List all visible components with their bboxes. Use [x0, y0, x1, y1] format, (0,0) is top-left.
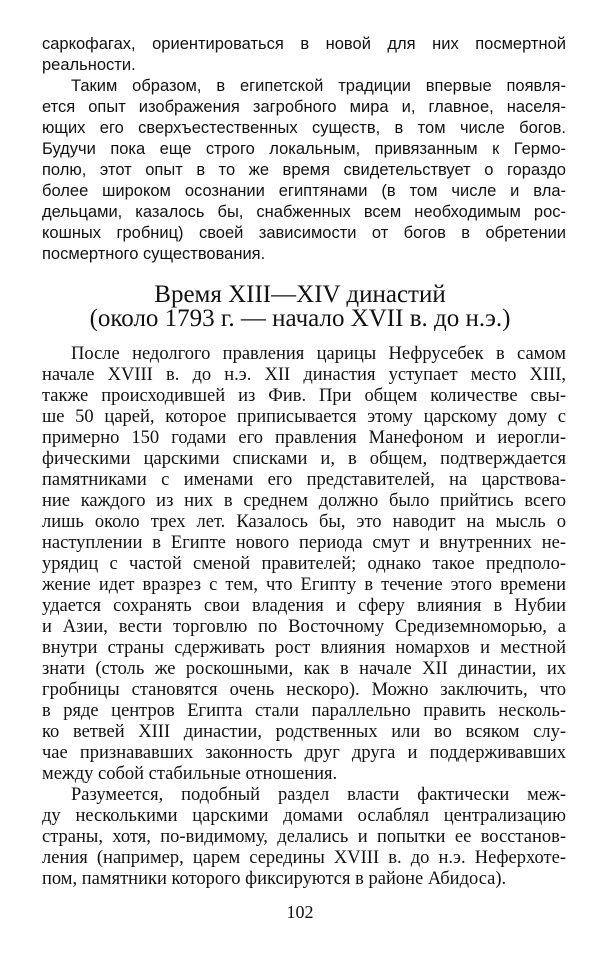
- text-line: кошных гробниц) своей зависимости от богов в обретении: [42, 224, 566, 242]
- section-heading: [0, 283, 600, 331]
- text-line: примерно 150 годами его правления Манефоном и иерогли-: [42, 428, 566, 448]
- heading-line-2: (около 1793 г. — начало XVII в. до н.э.): [89, 305, 511, 332]
- text-line: более широком осознании египтянами (в том числе и вла-: [42, 182, 566, 200]
- paragraph: [42, 76, 566, 265]
- text-line: начале XVIII в. до н.э. XII династия уступает место XIII,: [42, 365, 566, 385]
- paragraph: [42, 344, 566, 785]
- text-line: ние каждого из них в среднем должно было прийтись всего: [42, 491, 566, 511]
- text-line: знати (столь же роскошными, как в начале XII династии, их: [42, 659, 566, 679]
- text-line: гробницы становятся очень нескоро). Можно заключить, что: [42, 680, 566, 700]
- text-line: ко ветвей XIII династии, родственных или во всяком слу-: [42, 722, 566, 742]
- text-line: полю, этот опыт в то же время свидетельствует о гораздо: [42, 161, 566, 179]
- text-line: Разумеется, подобный раздел власти фактически меж-: [71, 785, 566, 805]
- text-line: дельцами, казалось бы, снабженных всем необходимым рос-: [42, 203, 566, 221]
- text-line: ющих его сверхъестественных существ, в том числе богов.: [42, 119, 566, 137]
- text-line: памятниками с именами его представителей, на царствова-: [42, 470, 566, 490]
- text-line: пом, памятники которого фиксируются в районе Абидоса).: [42, 869, 507, 889]
- text-line: наступлении в Египте нового периода смут и внутренних не-: [42, 533, 566, 553]
- page-number: 102: [286, 902, 314, 922]
- paragraph: [42, 785, 566, 890]
- text-line: урядиц с частой сменой правителей; однако такое предполо-: [42, 554, 566, 574]
- text-line: После недолгого правления царицы Нефрусебек в самом: [71, 344, 566, 364]
- text-line: чае признававших законность друг друга и поддерживавших: [42, 743, 566, 763]
- text-line: саркофагах, ориентироваться в новой для них посмертной: [42, 35, 566, 53]
- top-section: [42, 34, 566, 265]
- text-line: ления (например, царем середины XVIII в. до н.э. Неферхоте-: [42, 848, 566, 868]
- text-line: в ряде центров Египта стали параллельно править несколь-: [42, 701, 566, 721]
- text-line: ше 50 царей, которое приписывается этому царскому дому с: [42, 407, 566, 427]
- text-line: Будучи пока еще строго локальным, привязанным к Гермо-: [42, 140, 566, 158]
- text-line: внутри страны сдерживать рост влияния номархов и местной: [42, 638, 566, 658]
- text-line: страны, хотя, по-видимому, делались и попытки ее восстанов-: [42, 827, 566, 847]
- heading-line-1: Время XIII—XIV династий: [154, 281, 446, 308]
- body-section: [42, 344, 566, 890]
- text-line: жение идет вразрез с тем, что Египту в течение этого времени: [42, 575, 566, 595]
- text-line: между собой стабильные отношения.: [42, 764, 338, 784]
- text-line: Таким образом, в египетской традиции впервые появля-: [71, 77, 566, 95]
- text-line: ду несколькими царскими домами ослаблял централизацию: [42, 806, 566, 826]
- text-line: реальности.: [42, 56, 136, 74]
- text-line: также происходившей из Фив. При общем количестве свы-: [42, 386, 566, 406]
- text-line: посмертного существования.: [42, 245, 266, 263]
- text-line: лишь около трех лет. Казалось бы, это наводит на мысль о: [42, 512, 566, 532]
- text-line: и Азии, вести торговлю по Восточному Средиземноморью, а: [42, 617, 566, 637]
- text-line: ется опыт изображения загробного мира и, главное, населя-: [42, 98, 566, 116]
- text-line: фическими царскими списками и, в общем, подтверждается: [42, 449, 566, 469]
- paragraph: [42, 34, 566, 76]
- text-line: удается сохранять свои владения и сферу влияния в Нубии: [42, 596, 566, 616]
